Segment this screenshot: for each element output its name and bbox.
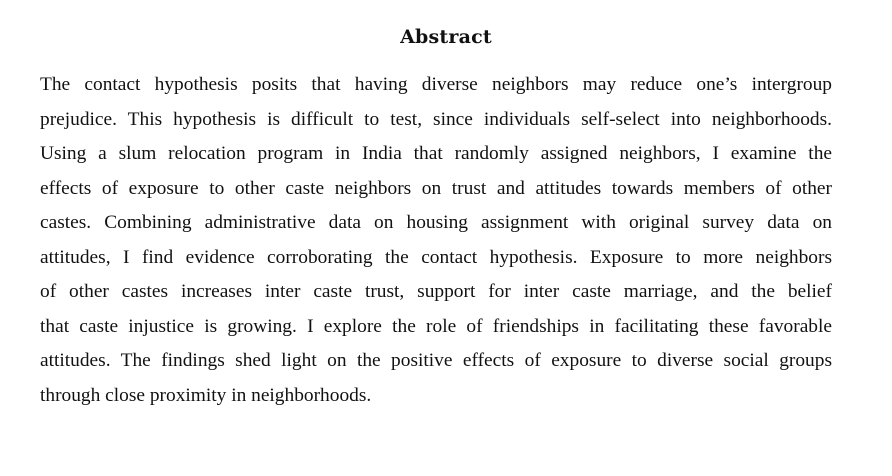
abstract-line: of other castes increases inter caste trust, support for inter caste marriage, and the belief xyxy=(40,281,832,302)
abstract-line: castes. Combining administrative data on housing assignment with original survey data on xyxy=(40,212,832,233)
abstract-paragraph xyxy=(40,68,832,413)
abstract-line: The contact hypothesis posits that having diverse neighbors may reduce one’s intergroup xyxy=(40,74,832,95)
abstract-line: that caste injustice is growing. I explore the role of friendships in facilitating these favorable xyxy=(40,315,832,337)
abstract-line: attitudes. The findings shed light on the positive effects of exposure to diverse social groups xyxy=(40,350,832,371)
abstract-line: prejudice. This hypothesis is difficult to test, since individuals self-select into neighborhoods. xyxy=(40,108,832,130)
abstract-line: Using a slum relocation program in India that randomly assigned neighbors, I examine the xyxy=(40,143,832,164)
abstract-heading: Abstract xyxy=(400,26,492,48)
abstract-line: attitudes, I find evidence corroborating the contact hypothesis. Exposure to more neighbors xyxy=(40,246,832,268)
abstract-line: effects of exposure to other caste neighbors on trust and attitudes towards members of other xyxy=(40,177,832,199)
abstract-line: through close proximity in neighborhoods. xyxy=(40,384,372,406)
